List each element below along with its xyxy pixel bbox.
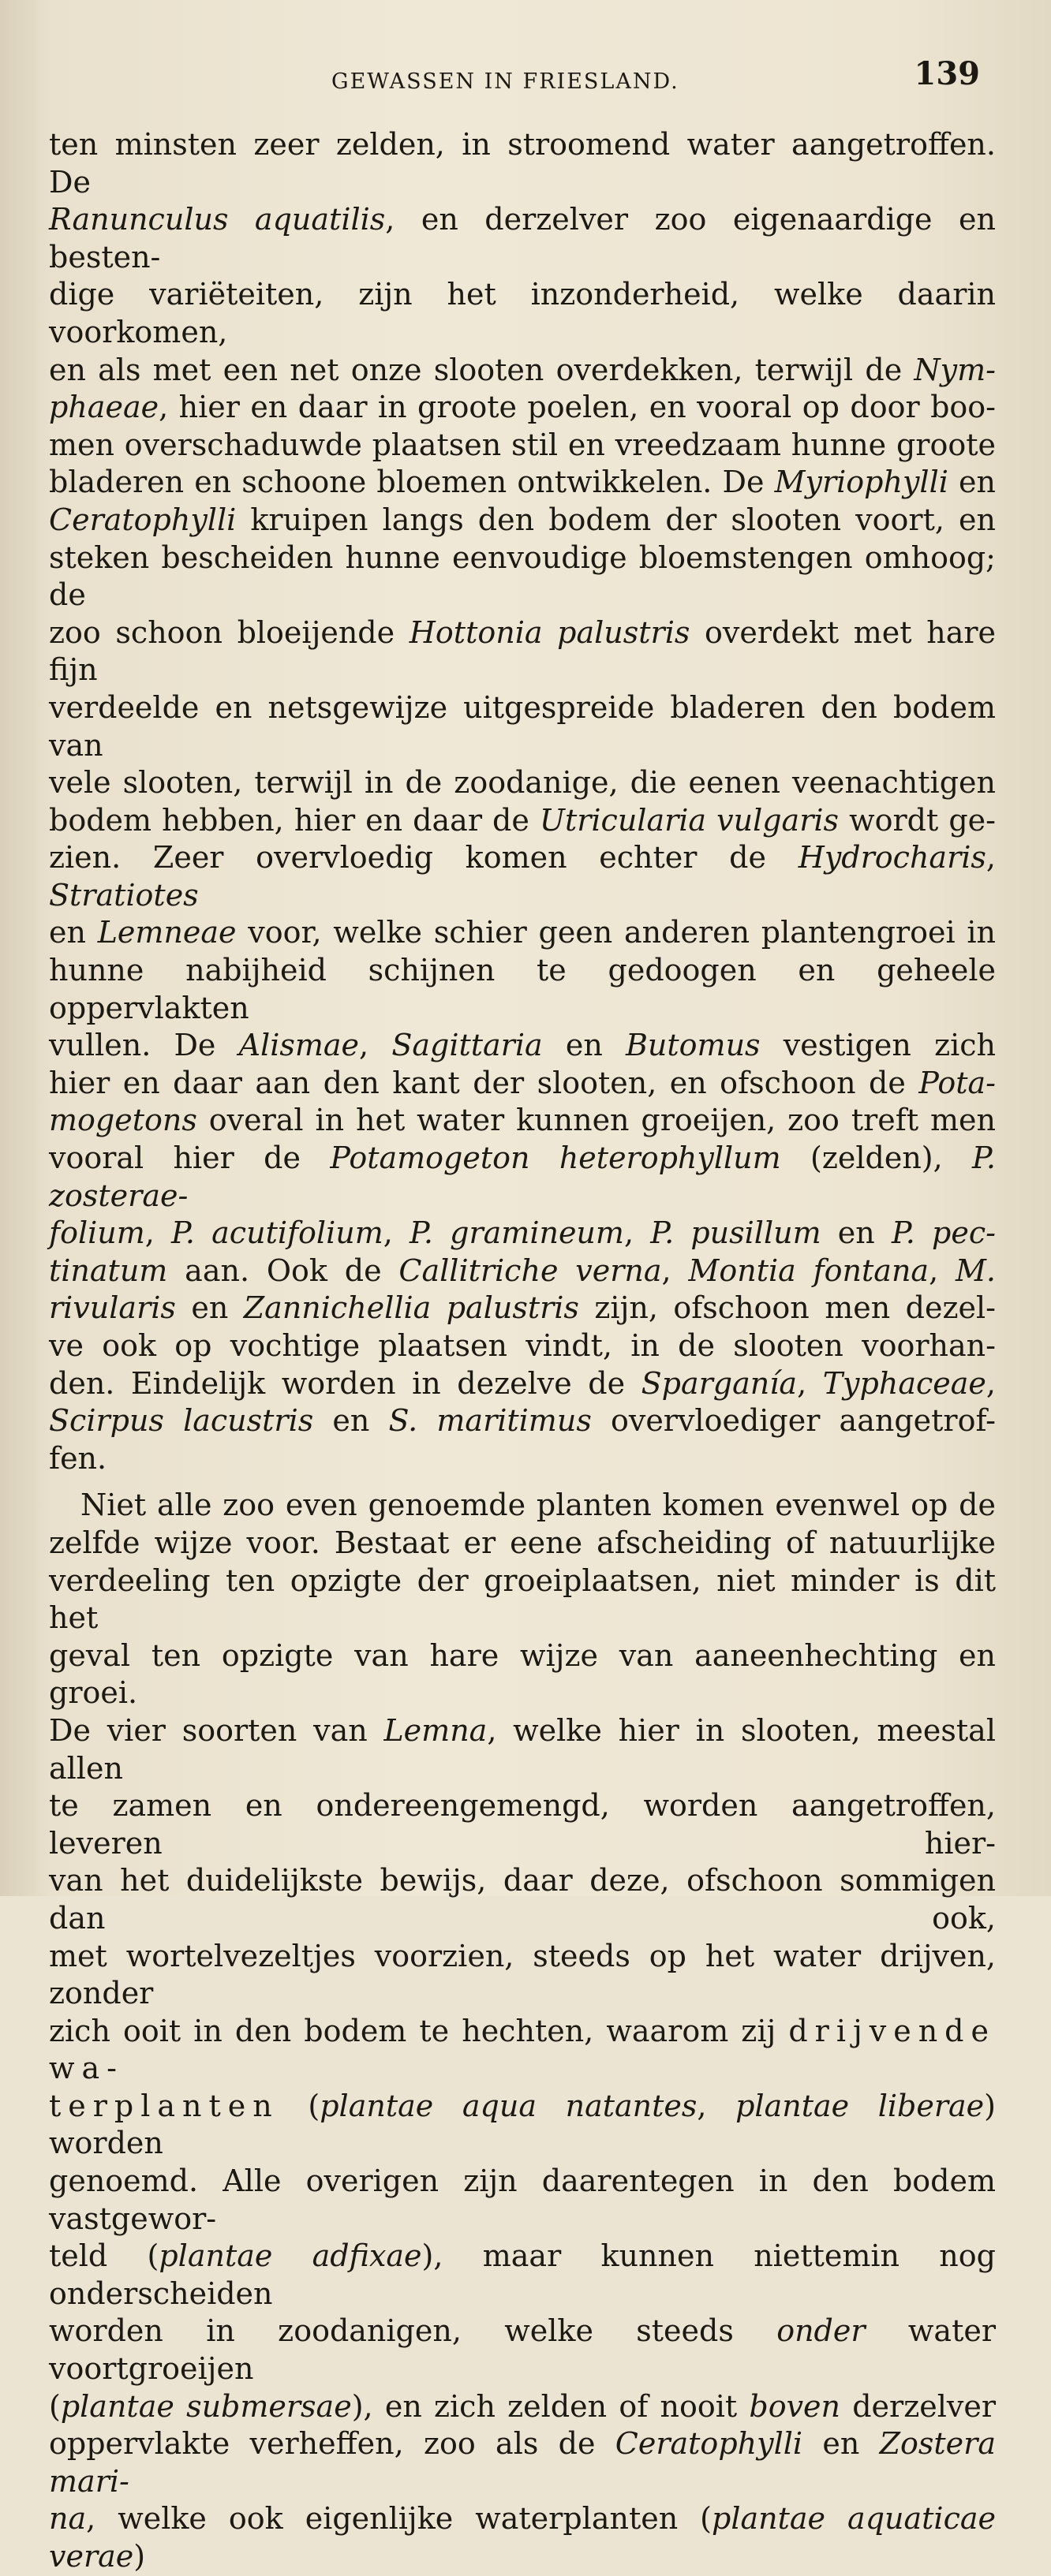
text-line (49, 1402, 996, 1440)
italic-run: Sparganía (641, 1365, 798, 1401)
text-run: ) worden (49, 2088, 996, 2161)
italic-run: Typhaceae (822, 1365, 986, 1401)
italic-run: M. (956, 1253, 996, 1288)
italic-run: Myriophylli (774, 465, 948, 500)
text-line (49, 1787, 996, 1862)
text-run: vullen. De (49, 1028, 239, 1063)
text-run: vestigen zich (760, 1028, 996, 1063)
italic-run: P. gramineum (410, 1215, 624, 1251)
italic-run: Sagittaria (391, 1028, 543, 1063)
text-run: en als met een net onze slooten overdekken, terwijl de (49, 352, 914, 387)
text-run: hunne nabijheid schijnen te gedoogen en geheele oppervlakten (49, 953, 996, 1025)
text-run: bodem hebben, hier en daar de (49, 802, 540, 838)
text-line (49, 1102, 996, 1140)
text-run: , (986, 1365, 996, 1401)
text-run: en (49, 915, 98, 950)
text-run: ), maar kunnen niettemin nog onderscheiden (49, 2238, 996, 2311)
text-run: fen. (49, 1440, 107, 1476)
italic-run: P. pusillum (650, 1215, 821, 1251)
text-run: , (661, 1253, 689, 1288)
text-line (49, 1712, 996, 1787)
text-run: , (929, 1253, 956, 1288)
text-run: en (821, 1215, 892, 1251)
text-line (49, 2388, 996, 2426)
spaced-run: drijvende wa- (49, 2013, 996, 2086)
text-run: , (359, 1028, 392, 1063)
italic-run: Scirpus lacustris (49, 1403, 314, 1439)
text-run: verdeelde en netsgewijze uitgespreide bladeren den bodem van (49, 689, 996, 763)
text-run: , (986, 840, 996, 875)
text-run: zijn, ofschoon men dezel- (578, 1290, 996, 1326)
text-run: , (383, 1215, 410, 1251)
text-run: voor, welke schier geen anderen plantengroei in (236, 915, 996, 950)
text-line (49, 1440, 996, 1478)
text-run: geval ten opzigte van hare wijze van aaneenhechting en groei. (49, 1637, 996, 1711)
text-line (49, 2238, 996, 2313)
italic-run: phaeae (49, 390, 159, 425)
italic-run: Hottonia palustris (409, 614, 690, 650)
text-line (49, 2425, 996, 2500)
text-line (49, 614, 996, 689)
italic-run: Ranunculus aquatilis (49, 202, 386, 237)
italic-run: Alismae (238, 1028, 360, 1063)
text-line (49, 2013, 996, 2088)
italic-run: na (49, 2501, 87, 2537)
text-run: , hier en daar in groote poelen, en vooral op door boo- (159, 390, 996, 425)
text-line (49, 2163, 996, 2238)
text-run: met wortelvezeltjes voorzien, steeds op het water drijven, zonder (49, 1938, 996, 2011)
italic-run: Pota- (918, 1065, 996, 1100)
page-header (0, 55, 1051, 103)
spaced-run: terplanten (49, 2088, 279, 2123)
italic-run: Ceratophylli (49, 502, 237, 537)
text-run: en (313, 1403, 389, 1439)
text-line (49, 1938, 996, 2013)
italic-run: plantae aquaticae verae (49, 2501, 996, 2574)
text-line (49, 126, 996, 201)
text-run: en (542, 1028, 626, 1063)
text-run: De vier soorten van (49, 1712, 384, 1748)
italic-run: Ceratophylli (615, 2426, 803, 2462)
body-text (49, 126, 996, 2576)
text-line (49, 1253, 996, 1290)
italic-run: Potamogeton heterophyllum (330, 1141, 781, 1176)
text-line (49, 764, 996, 802)
text-run: ten minsten zeer zelden, in stroomend water aangetroffen. De (49, 127, 996, 200)
text-run: , welke ook eigenlijke waterplanten ( (86, 2501, 713, 2537)
text-line (49, 2088, 996, 2163)
text-line (49, 539, 996, 614)
text-line (49, 1562, 996, 1637)
italic-run: rivularis (49, 1290, 176, 1326)
italic-run: Nym- (914, 352, 996, 387)
italic-run: Zannichellia palustris (243, 1290, 579, 1326)
italic-run: Montia fontana (688, 1253, 929, 1288)
italic-run: Hydrocharis (798, 840, 986, 875)
text-line (49, 502, 996, 539)
text-run: ), en zich zelden of nooit (351, 2388, 750, 2424)
text-line (49, 1065, 996, 1103)
text-run: ( (279, 2088, 320, 2123)
running-title: GEWASSEN IN FRIESLAND. (331, 69, 679, 94)
text-run: van het duidelijkste bewijs, daar deze, ofschoon sommigen dan ook, (49, 1863, 996, 1936)
text-line (49, 352, 996, 390)
text-line (49, 1027, 996, 1065)
italic-run: Callitriche verna (398, 1253, 662, 1288)
italic-run: plantae adfixae (159, 2238, 422, 2274)
text-run: vooral hier de (49, 1141, 331, 1176)
text-line (49, 1215, 996, 1253)
text-run: overdekt met hare fijn (49, 614, 997, 688)
text-run: hier en daar aan den kant der slooten, en ofschoon de (49, 1065, 919, 1100)
text-line (49, 1487, 996, 1525)
text-run: verdeeling ten opzigte der groeiplaatsen, niet minder is dit het (49, 1562, 996, 1636)
text-run: overvloediger aangetrof- (591, 1403, 997, 1439)
text-line (49, 1862, 996, 1937)
text-line (49, 914, 996, 952)
text-run: , (697, 2088, 736, 2123)
text-run: derzelver (840, 2388, 996, 2424)
text-run: den. Eindelijk worden in dezelve de (49, 1365, 641, 1401)
text-line (49, 1327, 996, 1365)
italic-run: onder (776, 2313, 866, 2349)
text-line (49, 1637, 996, 1712)
text-run: Niet alle zoo even genoemde planten komen evenwel op de (80, 1488, 996, 1523)
italic-run: folium (49, 1215, 145, 1251)
text-run: oppervlakte verheffen, zoo als de (49, 2426, 615, 2462)
text-run: , (144, 1215, 172, 1251)
text-run: , (797, 1365, 823, 1401)
text-line (49, 1140, 996, 1215)
italic-run: Lemneae (97, 915, 237, 950)
italic-run: plantae liberae (735, 2088, 985, 2123)
text-run: zoo schoon bloeijende (49, 614, 410, 650)
text-run: en (175, 1290, 244, 1326)
italic-run: Utricularia vulgaris (539, 802, 840, 838)
text-run: worden in zoodanigen, welke steeds (49, 2313, 777, 2349)
text-line (49, 1365, 996, 1403)
text-run: kruipen langs den bodem der slooten voort, en (236, 502, 996, 537)
text-run: , en derzelver zoo eigenaardige en besten- (49, 202, 996, 274)
italic-run: Lemna (383, 1712, 488, 1748)
italic-run: P. pec- (891, 1215, 996, 1251)
text-line (49, 689, 996, 764)
text-run: te zamen en ondereengemengd, worden aangetroffen, leveren hier- (49, 1788, 996, 1861)
italic-run: tinatum (49, 1253, 168, 1288)
text-run: aan. Ook de (167, 1253, 399, 1288)
text-run: zelfde wijze voor. Bestaat er eene afscheiding of natuurlijke (49, 1525, 996, 1560)
text-run: ) (133, 2539, 146, 2574)
text-run: , (623, 1215, 651, 1251)
text-run: (zelden), (780, 1141, 973, 1176)
text-line (49, 2500, 996, 2575)
text-line (49, 1525, 996, 1562)
text-run: wordt ge- (839, 802, 996, 838)
text-run: ve ook op vochtige plaatsen vindt, in de slooten voorhan- (49, 1328, 996, 1363)
text-run: zien. Zeer overvloedig komen echter de (49, 840, 799, 875)
italic-run: S. maritimus (388, 1403, 592, 1439)
italic-run: plantae aqua natantes (320, 2088, 698, 2123)
text-line (49, 802, 996, 840)
text-run: men overschaduwde plaatsen stil en vreedzaam hunne groote (49, 427, 996, 462)
text-run: en (948, 465, 996, 500)
text-line (49, 464, 996, 502)
page-number: 139 (914, 55, 980, 92)
text-run: ( (49, 2388, 61, 2424)
text-run: teld ( (49, 2238, 159, 2274)
text-run: steken bescheiden hunne eenvoudige bloemstengen omhoog; de (49, 539, 996, 613)
italic-run: Butomus (625, 1028, 761, 1063)
text-run: overal in het water kunnen groeijen, zoo treft men (196, 1103, 996, 1138)
text-run: dige variëteiten, zijn het inzonderheid, welke daarin voorkomen, (49, 277, 996, 349)
italic-run: mogetons (49, 1103, 197, 1138)
text-line (49, 839, 996, 914)
text-run: en (802, 2426, 880, 2462)
text-run: water voortgroeijen (49, 2313, 996, 2387)
text-run: bladeren en schoone bloemen ontwikkelen. De (49, 465, 775, 500)
text-run: , welke hier in slooten, meestal allen (49, 1712, 996, 1786)
paragraph (49, 126, 996, 1477)
italic-run: Stratiotes (49, 877, 199, 913)
text-line (49, 427, 996, 465)
italic-run: P. zosterae- (49, 1141, 996, 1213)
italic-run: P. acutifolium (171, 1215, 383, 1251)
italic-run: Zostera mari- (49, 2426, 996, 2499)
paragraph (49, 1487, 996, 2575)
text-line (49, 1290, 996, 1327)
text-run: genoemd. Alle overigen zijn daarentegen in den bodem vastgewor- (49, 2163, 996, 2236)
text-line (49, 952, 996, 1027)
text-line (49, 2313, 996, 2387)
text-line (49, 276, 996, 351)
text-line (49, 389, 996, 427)
text-run: zich ooit in den bodem te hechten, waarom zij (49, 2013, 789, 2048)
italic-run: plantae submersae (60, 2388, 352, 2424)
text-run: vele slooten, terwijl in de zoodanige, die eenen veenachtigen (49, 765, 996, 801)
italic-run: boven (749, 2388, 841, 2424)
text-line (49, 201, 996, 276)
